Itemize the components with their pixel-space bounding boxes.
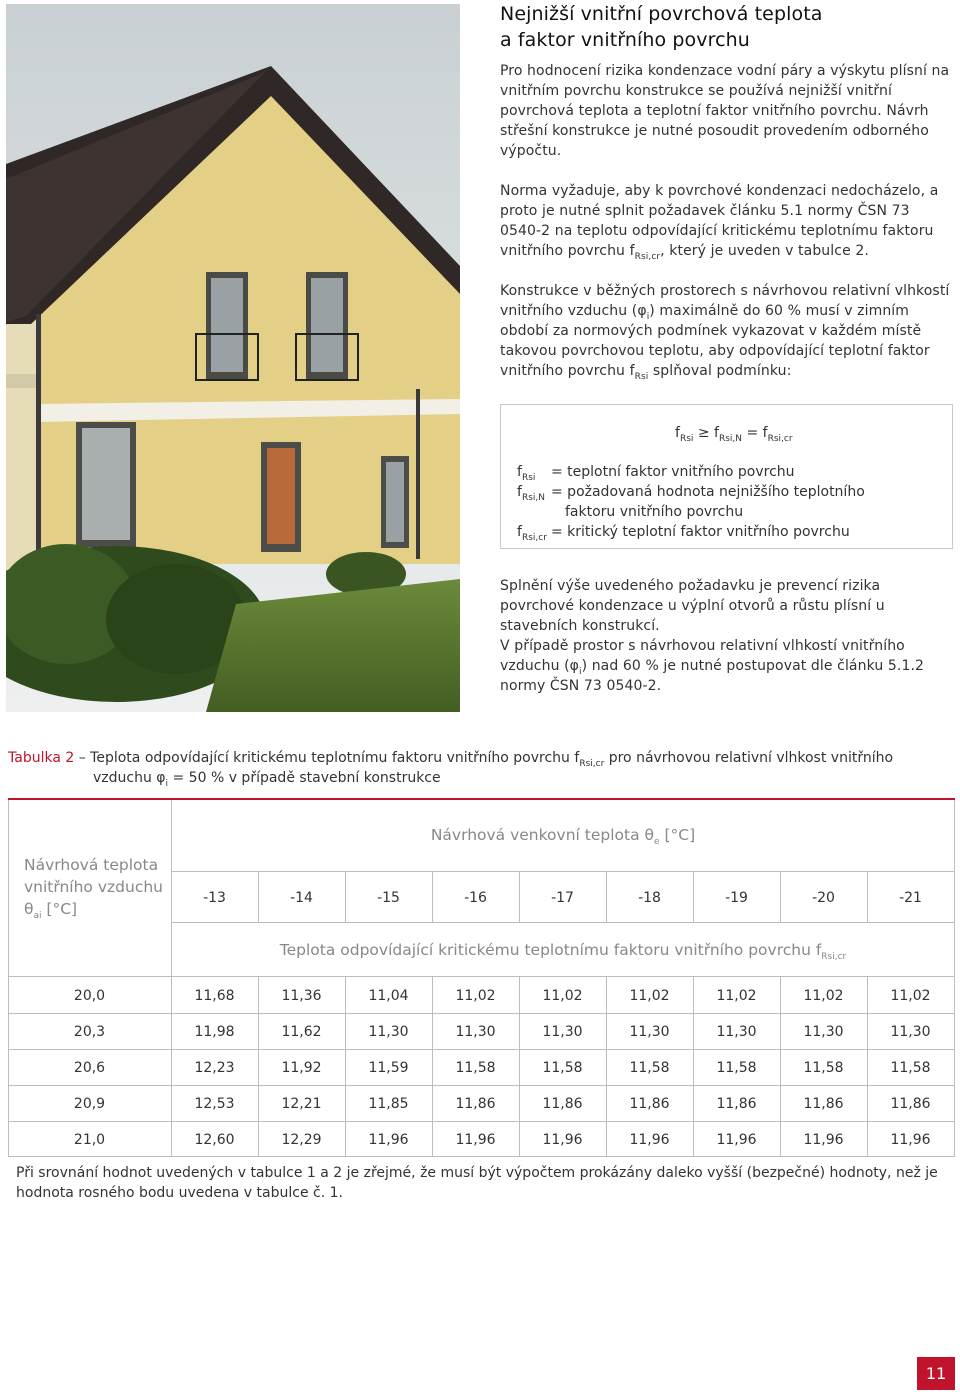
table-cell: 11,02 [803,987,844,1004]
table-cell: 11,58 [890,1060,931,1076]
legend-sub: Rsi [521,473,536,483]
paragraph-5-sub: i [578,667,582,677]
grid-line [171,871,955,872]
column-temperature: -18 [638,890,661,906]
table-cell: 11,58 [542,1060,583,1076]
paragraph-2-text-a: Norma vyžaduje, aby k povrchové kondenzaci nedocházelo, a proto je nutné splnit požadavek článku 5.1 normy ČSN 73 0540-2 na teplotu odpovídající kritickému teplotnímu faktoru vnitřního povrchu f [500,183,939,259]
page-number: 11 [917,1357,955,1390]
grid-line [8,1121,955,1122]
caption-dash: – [74,750,91,766]
paragraph-3-text-b: ) maximálně do 60 % musí v zimním období za normových podmínek vykazovat v každém místě takovou povrchovou teplotu, aby odpovídající teplotní faktor vnitřního povrchu f [500,303,930,379]
legend-sub: Rsi,N [521,493,545,503]
row-header-theta: θ [24,900,34,918]
table-cell: 12,23 [194,1060,235,1076]
paragraph-3-text-c: splňoval podmínku: [648,363,792,379]
table-cell: 11,58 [716,1060,757,1076]
table-cell: 12,21 [281,1096,322,1112]
legend-symbol: f [517,464,522,480]
table-cell: 11,02 [542,987,583,1004]
table-cell: 11,98 [194,1024,235,1040]
grid-line [780,976,781,1156]
paragraph-4: Splnění výše uvedeného požadavku je prevencí rizika povrchové kondenzace u výplní otvorů a růstu plísní u stavebních konstrukcí. [500,578,885,634]
formula [675,423,793,443]
column-header-sub: e [654,837,660,847]
table-cell: 11,96 [629,1131,670,1148]
table-cell: 11,02 [716,987,757,1004]
legend-item [565,502,743,522]
table-cell: 11,96 [803,1131,844,1148]
table-cell: 11,86 [542,1096,583,1112]
grid-line [780,871,781,922]
formula-sub-2: Rsi,N [718,434,742,444]
formula-eq: = f [742,425,768,441]
table-subheader-sub: Rsi,cr [821,952,847,962]
grid-line [8,1085,955,1086]
paragraph-2-text-b: , který je uveden v tabulce 2. [660,243,869,259]
table-subheader [172,940,954,960]
table-cell: 11,92 [281,1060,322,1076]
column-temperature: -21 [899,890,922,906]
formula-sub-3: Rsi,cr [767,434,793,444]
grid-line [867,976,868,1156]
grid-line [954,800,955,1156]
grid-line [8,1013,955,1014]
legend-item [517,522,850,543]
column-header-unit: [°C] [659,826,696,844]
paragraph-5 [500,636,955,696]
row-header-label: Návrhová teplota vnitřního vzduchu [24,856,163,896]
table-cell: 11,30 [716,1024,757,1040]
table-cell: 11,86 [455,1096,496,1112]
column-temperature: -13 [203,890,226,906]
table-cell: 11,96 [542,1131,583,1148]
table-subheader-label: Teplota odpovídající kritickému teplotnímu faktoru vnitřního povrchu f [279,941,822,959]
grid-line [606,871,607,922]
table-cell: 11,58 [803,1060,844,1076]
table-cell: 11,86 [803,1096,844,1112]
formula-f: f [675,425,680,441]
table-cell: 11,02 [455,987,496,1004]
column-temperature: -14 [290,890,313,906]
formula-box [500,404,953,549]
grid-line [345,871,346,922]
grid-line [171,976,172,1156]
column-temperature: -20 [812,890,835,906]
paragraph-2-sub: Rsi,cr [634,252,661,262]
table-cell: 11,30 [542,1024,583,1040]
table-cell: 11,96 [890,1131,931,1148]
caption-text-a: Teplota odpovídající kritickému teplotnímu faktoru vnitřního povrchu f [90,750,580,766]
grid-line [171,922,955,923]
legend-text: = teplotní faktor vnitřního povrchu [551,464,795,480]
table-cell: 11,86 [890,1096,931,1112]
caption-text-d: = 50 % v případě stavební konstrukce [168,770,441,786]
paragraph-3-sub-2: Rsi [634,372,649,382]
paragraph-3 [500,281,955,381]
column-temperature: -19 [725,890,748,906]
formula-sub-1: Rsi [679,434,694,444]
legend-text: = kritický teplotní faktor vnitřního povrchu [551,524,850,540]
legend-item [517,462,795,483]
table-top-rule [8,798,955,800]
grid-line [345,976,346,1156]
grid-line [8,800,9,1156]
table-cell: 11,59 [368,1060,409,1076]
table-note: Při srovnání hodnot uvedených v tabulce 1 a 2 je zřejmé, že musí být výpočtem prokázány daleko vyšší (bezpečné) hodnoty, než je hodnota rosného bodu uvedena v tabulce č. 1. [16,1165,938,1201]
paragraph-3-sub-1: i [646,312,650,322]
grid-line [606,976,607,1156]
table-cell: 11,85 [368,1096,409,1112]
column-header-label: Návrhová venkovní teplota θ [430,826,654,844]
paragraph-3-text-a: Konstrukce v běžných prostorech s návrhovou relativní vlhkostí vnitřního vzduchu (φ [500,283,950,319]
column-temperature: -17 [551,890,574,906]
column-temperature: -15 [377,890,400,906]
grid-line [258,871,259,922]
table-cell: 12,53 [194,1096,235,1112]
grid-line [171,800,172,1156]
table-cell: 11,04 [368,987,409,1004]
table-cell: 11,62 [281,1024,322,1040]
paragraph-5-text-b: ) nad 60 % je nutné postupovat dle článku 5.1.2 normy ČSN 73 0540-2. [500,658,925,694]
grid-line [693,871,694,922]
grid-line [519,871,520,922]
formula-ge: ≥ f [693,425,719,441]
table-cell: 12,29 [281,1131,322,1148]
legend-symbol: f [517,484,522,500]
caption-sub-1: Rsi,cr [579,759,605,769]
table-cell: 11,36 [281,987,322,1004]
table-cell: 11,02 [629,987,670,1004]
table-cell: 11,30 [455,1024,496,1040]
row-header-sub: ai [33,911,42,921]
table-cell: 11,86 [716,1096,757,1112]
table-cell: 11,96 [716,1131,757,1148]
paragraph-1: Pro hodnocení rizika kondenzace vodní páry a výskytu plísní na vnitřním povrchu konstrukce se používá nejnižší vnitřní povrchová teplota a teplotní faktor vnitřního povrchu. Návrh střešní konstrukce je nutné posoudit provedením odborného výpočtu. [500,63,950,159]
row-temperature: 20,6 [73,1060,106,1076]
legend-sub: Rsi,cr [521,533,547,543]
table-cell: 11,68 [194,987,235,1004]
legend-text: = požadovaná hodnota nejnižšího teplotního [551,484,865,500]
grid-line [432,871,433,922]
grid-line [519,976,520,1156]
caption-text-b: pro návrhovou relativní vlhkost vnitřního [604,750,894,766]
row-temperature: 20,0 [73,987,106,1004]
grid-line [8,1156,955,1157]
table-cell: 11,30 [803,1024,844,1040]
table-cell: 11,30 [629,1024,670,1040]
row-temperature: 21,0 [73,1131,106,1148]
paragraph-5-text-a: V případě prostor s návrhovou relativní vlhkostí vnitřního vzduchu (φ [500,638,905,674]
table-cell: 12,60 [194,1131,235,1148]
table-cell: 11,96 [368,1131,409,1148]
caption-sub-2: i [165,779,169,789]
row-header-unit: [°C] [41,900,78,918]
row-temperature: 20,3 [73,1024,106,1040]
legend-item [517,482,865,503]
table-cell: 11,58 [455,1060,496,1076]
grid-line [693,976,694,1156]
caption-text-c: vzduchu φ [93,770,166,786]
row-header [24,854,169,920]
row-temperature: 20,9 [73,1096,106,1112]
table-cell: 11,58 [629,1060,670,1076]
table-cell: 11,30 [890,1024,931,1040]
table-cell: 11,86 [629,1096,670,1112]
grid-line [8,1049,955,1050]
section-title [500,1,955,53]
column-header [172,825,954,845]
legend-text: faktoru vnitřního povrchu [565,504,744,520]
grid-line [867,871,868,922]
title-line-2: a faktor vnitřního povrchu [500,29,750,51]
title-line-1: Nejnižší vnitřní povrchová teplota [500,3,823,25]
paragraph-2 [500,181,955,261]
house-photo [6,4,460,712]
column-temperature: -16 [464,890,487,906]
table-tag: Tabulka 2 [8,750,75,766]
table-cell: 11,96 [455,1131,496,1148]
table-caption [8,748,948,788]
legend-symbol: f [517,524,522,540]
grid-line [258,976,259,1156]
table-cell: 11,30 [368,1024,409,1040]
grid-line [432,976,433,1156]
grid-line [8,976,955,977]
table-cell: 11,02 [890,987,931,1004]
